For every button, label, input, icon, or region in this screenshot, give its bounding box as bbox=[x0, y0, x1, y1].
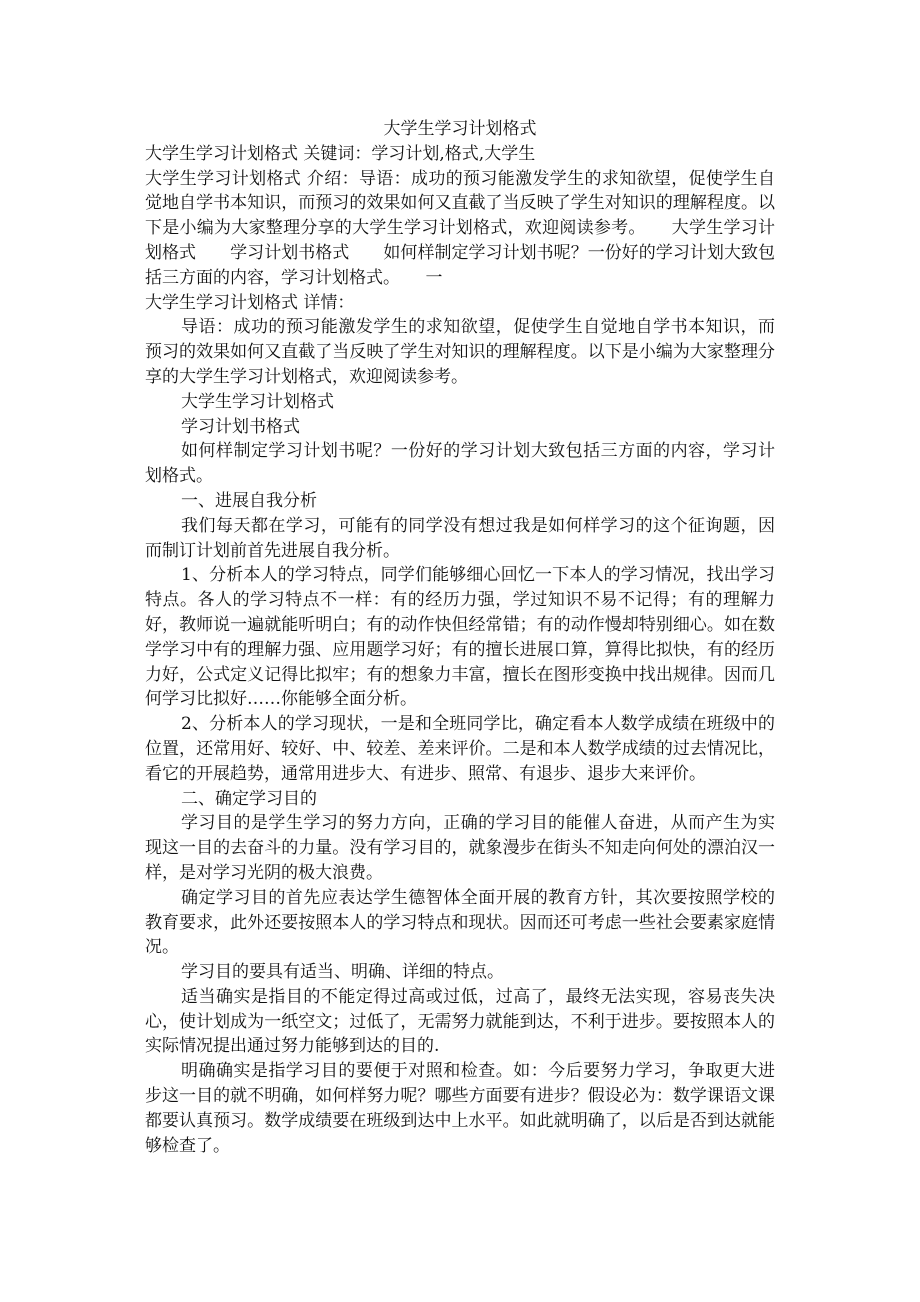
section-heading: 一、进展自我分析 bbox=[181, 490, 317, 511]
body-paragraph: 明确确实是指学习目的要便于对照和检查。如：今后要努力学习，争取更大进步这一目的就不明确，如何样努力呢？哪些方面要有进步？假设必为：数学课语文课都要认真预习。数学成绩要在班级到达中上水平。如此就明确了，以后是否到达就能够检查了。 bbox=[145, 1061, 775, 1156]
body-paragraph: 1、分析本人的学习特点，同学们能够细心回忆一下本人的学习情况，找出学习特点。各人的学习特点不一样：有的经历力强，学过知识不易不记得；有的理解力好，教师说一遍就能听明白；有的动作快但经常错；有的动作慢却特别细心。如在数学学习中有的理解力强、应用题学习好；有的擅长进展口算，算得比拟快，有的经历力好，公式定义记得比拟牢；有的想象力丰富，擅长在图形变换中找出规律。因而几何学习比拟好……你能够全面分析。 bbox=[145, 565, 775, 710]
body-paragraph: 学习计划书格式 bbox=[181, 416, 300, 437]
body-paragraph: 学习目的是学生学习的努力方向，正确的学习目的能催人奋进，从而产生为实现这一目的去奋斗的力量。没有学习目的，就象漫步在街头不知走向何处的漂泊汉一样，是对学习光阴的极大浪费。 bbox=[145, 813, 775, 883]
body-paragraph: 导语：成功的预习能激发学生的求知欲望，促使学生自觉地自学书本知识，而预习的效果如何又直截了当反映了学生对知识的理解程度。以下是小编为大家整理分享的大学生学习计划格式，欢迎阅读参考。 bbox=[145, 317, 775, 387]
document-page bbox=[145, 117, 775, 1158]
body-paragraph: 学习目的要具有适当、明确、详细的特点。 bbox=[181, 962, 504, 983]
body-paragraph: 大学生学习计划格式 bbox=[181, 391, 334, 412]
body-paragraph: 如何样制定学习计划书呢？一份好的学习计划大致包括三方面的内容，学习计划格式。 bbox=[145, 441, 775, 487]
body-paragraph: 确定学习目的首先应表达学生德智体全面开展的教育方针，其次要按照学校的教育要求，此外还要按照本人的学习特点和现状。因而还可考虑一些社会要素家庭情况。 bbox=[145, 887, 775, 958]
details-label: 大学生学习计划格式 详情： bbox=[145, 292, 355, 313]
keywords-line: 大学生学习计划格式 关键词：学习计划,格式,大学生 bbox=[145, 143, 536, 164]
body-paragraph: 适当确实是指目的不能定得过高或过低，过高了，最终无法实现，容易丧失决心，使计划成为一纸空文；过低了，无需努力就能到达，不利于进步。要按照本人的实际情况提出通过努力能够到达的目的. bbox=[145, 986, 775, 1057]
document-title: 大学生学习计划格式 bbox=[383, 119, 537, 139]
body-paragraph: 我们每天都在学习，可能有的同学没有想过我是如何样学习的这个征询题，因而制订计划前首先进展自我分析。 bbox=[145, 515, 775, 561]
section-heading: 二、确定学习目的 bbox=[181, 788, 317, 809]
body-paragraph: 2、分析本人的学习现状，一是和全班同学比，确定看本人数学成绩在班级中的位置，还常用好、较好、中、较差、差来评价。二是和本人数学成绩的过去情况比，看它的开展趋势，通常用进步大、有进步、照常、有退步、退步大来评价。 bbox=[145, 714, 775, 784]
intro-line: 大学生学习计划格式 介绍：导语：成功的预习能激发学生的求知欲望，促使学生自觉地自学书本知识，而预习的效果如何又直截了当反映了学生对知识的理解程度。以下是小编为大家整理分享的大学生学习计划格式，欢迎阅读参考。 大学生学习计划格式 学习计划书格式 如何样制定学习计划书呢？一份好的学习计划大致包括三方面的内容，学习计划格式。 一 bbox=[145, 168, 775, 288]
